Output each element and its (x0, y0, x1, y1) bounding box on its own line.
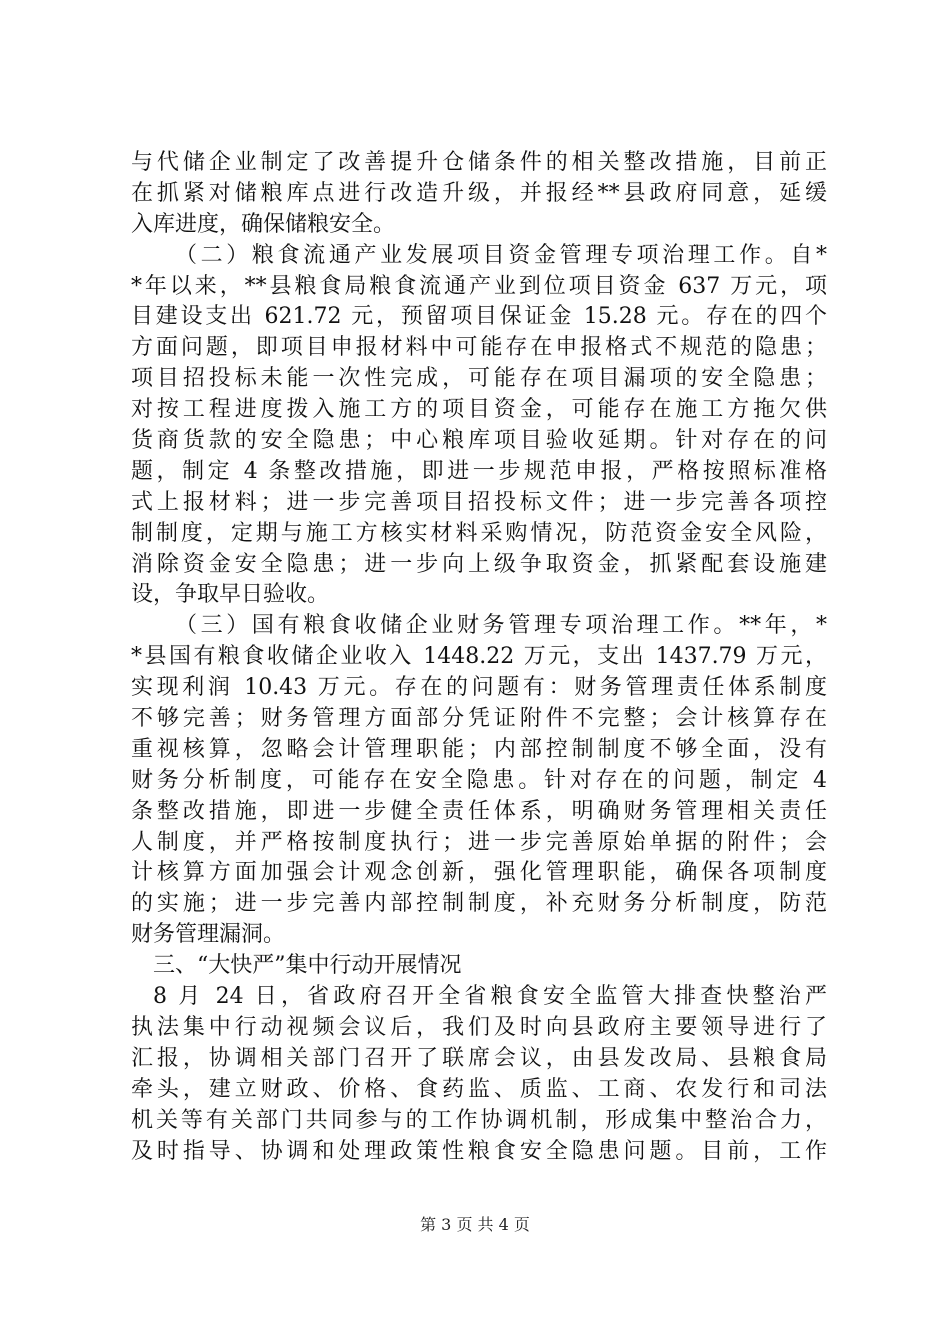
body-line: 消除资金安全隐患；进一步向上级争取资金，抓紧配套设施建 (131, 551, 827, 577)
body-line: 在抓紧对储粮库点进行改造升级，并报经**县政府同意，延缓 (131, 180, 827, 206)
body-line: 人制度，并严格按制度执行；进一步完善原始单据的附件；会 (131, 829, 827, 855)
body-line: 重视核算，忽略会计管理职能；内部控制制度不够全面，没有 (131, 736, 827, 762)
document-body (131, 148, 827, 1167)
body-line: 的实施；进一步完善内部控制制度，补充财务分析制度，防范 (131, 891, 827, 917)
body-line: 执法集中行动视频会议后，我们及时向县政府主要领导进行了 (131, 1014, 827, 1040)
body-line: 8 月 24 日，省政府召开全省粮食安全监管大排查快整治严 (153, 984, 827, 1010)
body-line: 设，争取早日验收。 (131, 582, 330, 608)
body-line: 对按工程进度拨入施工方的项目资金，可能存在施工方拖欠供 (131, 397, 827, 423)
body-line: 式上报材料；进一步完善项目招投标文件；进一步完善各项控 (131, 489, 827, 515)
body-line: 条整改措施，即进一步健全责任体系，明确财务管理相关责任 (131, 798, 827, 824)
body-line: 汇报，协调相关部门召开了联席会议，由县发改局、县粮食局 (131, 1045, 827, 1071)
body-line: 及时指导、协调和处理政策性粮食安全隐患问题。目前，工作 (131, 1138, 827, 1164)
body-line: 货商货款的安全隐患；中心粮库项目验收延期。针对存在的问 (131, 428, 827, 454)
body-line: 制制度，定期与施工方核实材料采购情况，防范资金安全风险， (131, 520, 827, 546)
body-line: 项目招投标未能一次性完成，可能存在项目漏项的安全隐患； (131, 366, 827, 392)
page-number-footer: 第 3 页 共 4 页 (420, 1215, 530, 1234)
body-line: 与代储企业制定了改善提升仓储条件的相关整改措施，目前正 (131, 150, 827, 175)
body-line: 财务管理漏洞。 (131, 922, 286, 948)
body-line: *县国有粮食收储企业收入 1448.22 万元，支出 1437.79 万元， (131, 644, 827, 670)
chapter-heading: 三、“大快严”集中行动开展情况 (153, 953, 462, 979)
section-heading-line: （三）国有粮食收储企业财务管理专项治理工作。**年，* (175, 613, 827, 639)
body-line: 实现利润 10.43 万元。存在的问题有：财务管理责任体系制度 (131, 675, 827, 701)
section-heading-line: （二）粮食流通产业发展项目资金管理专项治理工作。自* (175, 242, 827, 268)
body-line: *年以来，**县粮食局粮食流通产业到位项目资金 637 万元，项 (131, 273, 827, 299)
body-line: 机关等有关部门共同参与的工作协调机制，形成集中整治合力， (131, 1107, 827, 1133)
body-line: 财务分析制度，可能存在安全隐患。针对存在的问题，制定 4 (131, 767, 827, 793)
body-line: 目建设支出 621.72 元，预留项目保证金 15.28 元。存在的四个 (131, 304, 827, 330)
body-line: 入库进度，确保储粮安全。 (131, 211, 396, 237)
body-line: 计核算方面加强会计观念创新，强化管理职能，确保各项制度 (131, 860, 827, 886)
body-line: 方面问题，即项目申报材料中可能存在申报格式不规范的隐患； (131, 335, 827, 361)
body-line: 牵头，建立财政、价格、食药监、质监、工商、农发行和司法 (131, 1076, 827, 1102)
body-line: 不够完善；财务管理方面部分凭证附件不完整；会计核算存在 (131, 706, 827, 732)
body-line: 题，制定 4 条整改措施，即进一步规范申报，严格按照标准格 (131, 458, 827, 484)
